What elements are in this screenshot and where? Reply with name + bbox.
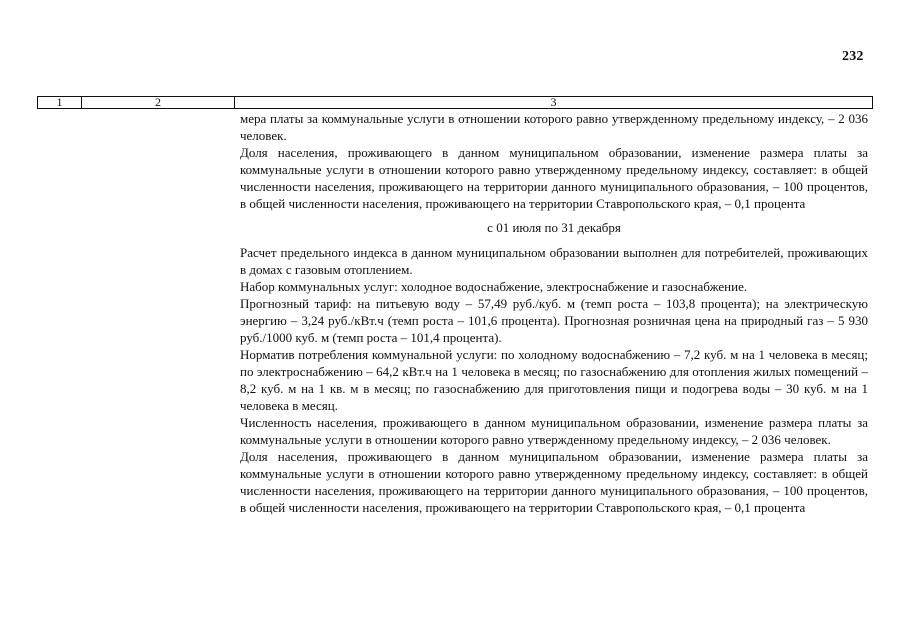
period-subheading: с 01 июля по 31 декабря bbox=[487, 220, 621, 235]
page-number: 232 bbox=[842, 49, 864, 64]
paragraph-population-share: Доля населения, проживающего в данном муниципальном образовании, изменение размера платы за коммунальные услуги в отношении которого равно утвержденному предельному индексу, составляет: в общей численности населения, проживающего на территории данного муниципального образования, – 100 процентов, в общей численности населения, проживающего на территории Ставропольского края, – 0,1 процента bbox=[240, 449, 868, 515]
paragraph-population-count: Численность населения, проживающего в данном муниципальном образовании, изменение размера платы за коммунальные услуги в отношении которого равно утвержденному предельному индексу, – 2 036 человек. bbox=[240, 415, 868, 447]
paragraph-utility-set: Набор коммунальных услуг: холодное водоснабжение, электроснабжение и газоснабжение. bbox=[240, 279, 748, 294]
paragraph-index-calculation: Расчет предельного индекса в данном муниципальном образовании выполнен для потребителей, проживающих в домах с газовым отоплением. bbox=[240, 245, 868, 277]
table-header-row bbox=[37, 96, 873, 109]
paragraph-continuation: мера платы за коммунальные услуги в отношении которого равно утвержденному предельному индексу, – 2 036 человек. bbox=[240, 111, 868, 143]
paragraph-forecast-tariff: Прогнозный тариф: на питьевую воду – 57,49 руб./куб. м (темп роста – 103,8 процента); на электрическую энергию – 3,24 руб./кВт.ч (темп роста – 101,6 процента). Прогнозная розничная цена на природный газ – 5 930 руб./1000 куб. м (темп роста – 101,4 процента). bbox=[240, 296, 868, 345]
paragraph-share-of-population: Доля населения, проживающего в данном муниципальном образовании, изменение размера платы за коммунальные услуги в отношении которого равно утвержденному предельному индексу, составляет: в общей численности населения, проживающего на территории данного муниципального образования, – 100 процентов, в общей численности населения, проживающего на территории Ставропольского края, – 0,1 процента bbox=[240, 145, 868, 211]
table-header-col-3: 3 bbox=[550, 95, 557, 109]
table-header-col-1: 1 bbox=[38, 97, 82, 108]
table-header-col-2: 2 bbox=[82, 97, 235, 108]
document-body bbox=[240, 110, 868, 516]
paragraph-consumption-norm: Норматив потребления коммунальной услуги: по холодному водоснабжению – 7,2 куб. м на 1 человека в месяц; по электроснабжению – 64,2 кВт.ч на 1 человека в месяц; по газоснабжению для отопления жилых помещений – 8,2 куб. м на 1 кв. м в месяц; по газоснабжению для приготовления пищи и подогрева воды – 30 куб. м на 1 человека в месяц. bbox=[240, 347, 868, 413]
